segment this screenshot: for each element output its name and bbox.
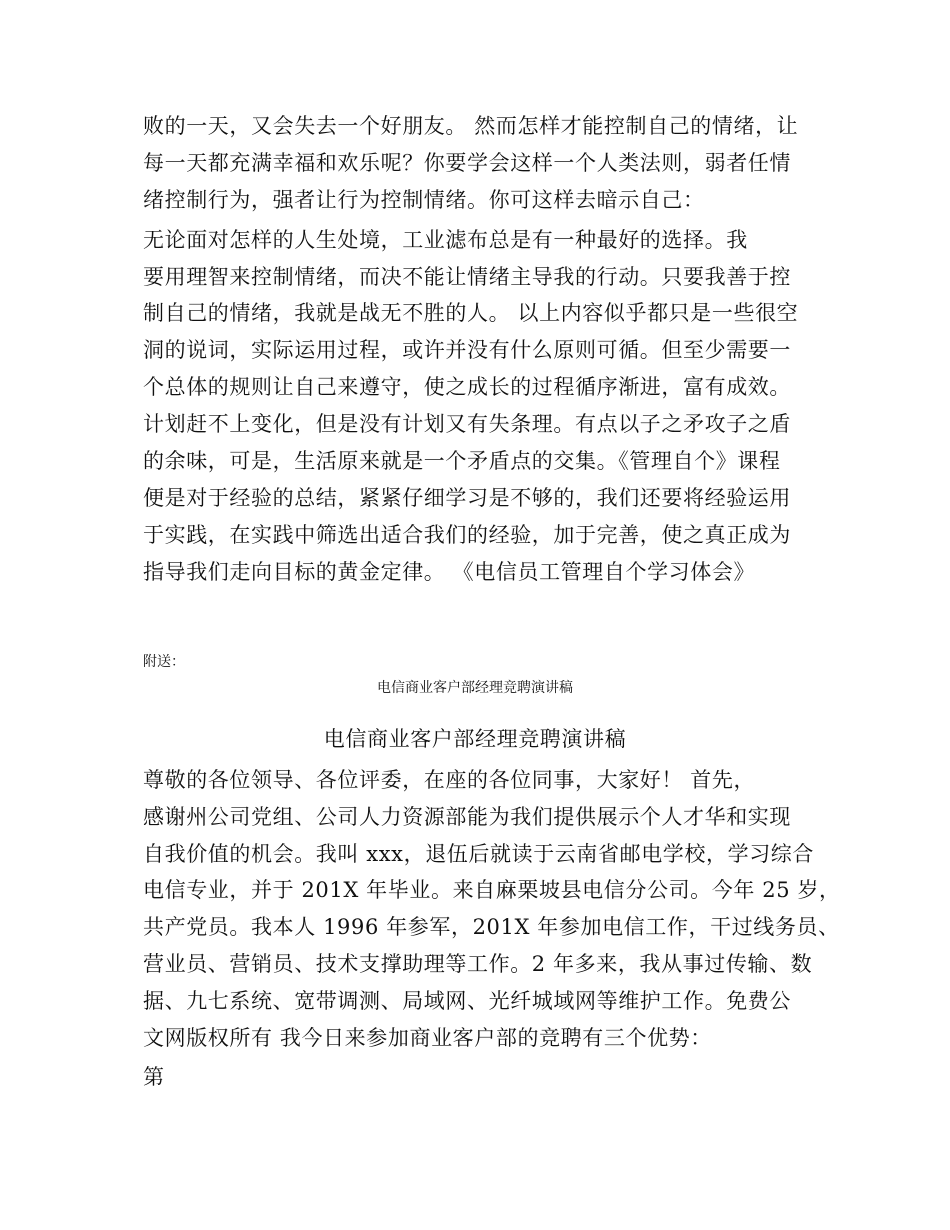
body-line: 第 xyxy=(143,1065,165,1089)
body-line: 于实践，在实践中筛选出适合我们的经验，加于完善，使之真正成为 xyxy=(143,523,791,547)
body-line: 共产党员。我本人 1996 年参军，201X 年参加电信工作，干过线务员、 xyxy=(143,915,840,939)
body-line: 个总体的规则让自己来遵守，使之成长的过程循序渐进，富有成效。 xyxy=(143,375,791,399)
body-line: 便是对于经验的总结，紧紧仔细学习是不够的，我们还要将经验运用 xyxy=(143,486,791,510)
appendix-label: 附送： xyxy=(143,654,185,670)
body-line: 自我价值的机会。我叫 xxx，退伍后就读于云南省邮电学校，学习综合 xyxy=(143,842,815,866)
body-line: 尊敬的各位领导、各位评委，在座的各位同事，大家好！ 首先， xyxy=(143,768,756,792)
body-line: 的余味，可是，生活原来就是一个矛盾点的交集。《管理自个》课程 xyxy=(143,449,781,473)
body-line: 无论面对怎样的人生处境，工业滤布总是有一种最好的选择。我 xyxy=(143,228,748,252)
body-line: 文网版权所有 我今日来参加商业客户部的竞聘有三个优势： xyxy=(143,1026,712,1050)
speech-title: 电信商业客户部经理竞聘演讲稿 xyxy=(323,727,627,751)
body-line: 败的一天，又会失去一个好朋友。 然而怎样才能控制自己的情绪，让 xyxy=(143,114,799,138)
body-line: 营业员、营销员、技术支撑助理等工作。2 年多来，我从事过传输、数 xyxy=(143,952,813,976)
body-line: 要用理智来控制情绪，而决不能让情绪主导我的行动。只要我善于控 xyxy=(143,265,791,289)
appendix-subtitle: 电信商业客户部经理竞聘演讲稿 xyxy=(377,680,573,696)
body-line: 绪控制行为，强者让行为控制情绪。你可这样去暗示自己： xyxy=(143,188,705,212)
body-line: 洞的说词，实际运用过程，或许并没有什么原则可循。但至少需要一 xyxy=(143,338,791,362)
body-line: 指导我们走向目标的黄金定律。 《电信员工管理自个学习体会》 xyxy=(143,560,756,584)
body-line: 制自己的情绪，我就是战无不胜的人。 以上内容似乎都只是一些很空 xyxy=(143,301,799,325)
body-line: 计划赶不上变化，但是没有计划又有失条理。有点以子之矛攻子之盾 xyxy=(143,412,791,436)
body-line: 据、九七系统、宽带调测、局域网、光纤城域网等维护工作。免费公 xyxy=(143,989,791,1013)
body-line: 感谢州公司党组、公司人力资源部能为我们提供展示个人才华和实现 xyxy=(143,805,791,829)
body-line: 电信专业，并于 201X 年毕业。来自麻栗坡县电信分公司。今年 25 岁， xyxy=(143,878,841,902)
body-line: 每一天都充满幸福和欢乐呢？你要学会这样一个人类法则，弱者任情 xyxy=(143,151,791,175)
